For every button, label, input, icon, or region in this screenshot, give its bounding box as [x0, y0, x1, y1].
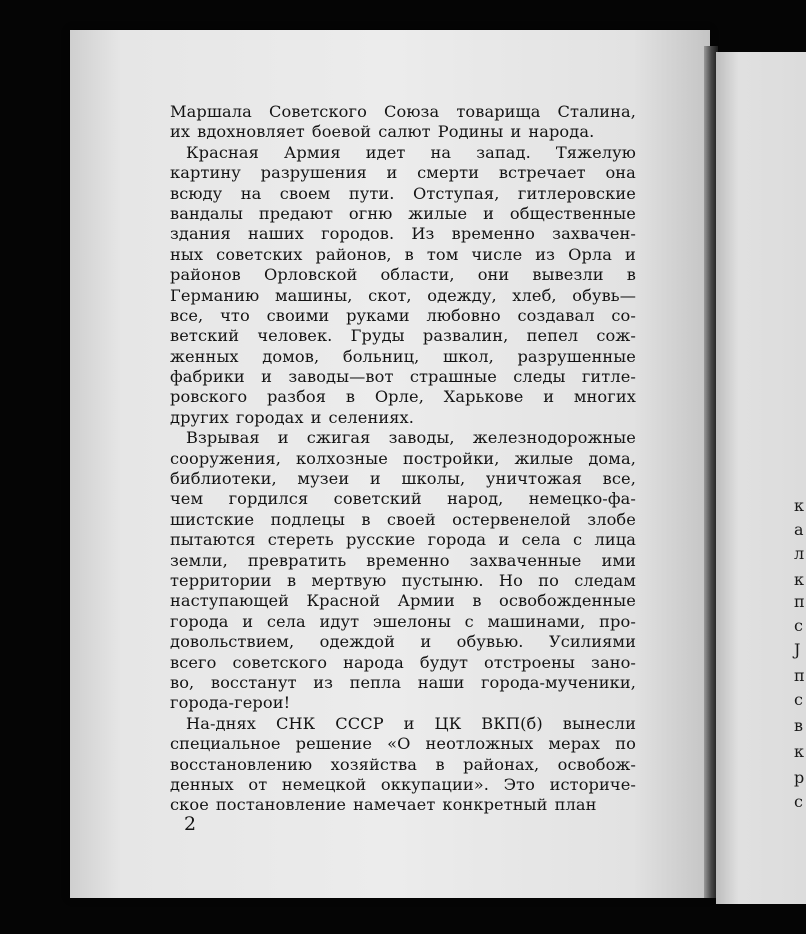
page-body-text [170, 102, 636, 816]
text-line [170, 591, 636, 611]
word: эшелоны [372, 611, 451, 631]
word: городов. [321, 224, 395, 244]
text-line [170, 163, 636, 183]
word: в [361, 509, 371, 529]
word: На-днях [186, 713, 257, 733]
word: временно [366, 550, 450, 570]
text-line [170, 184, 636, 204]
word: уничтожая [485, 469, 583, 489]
word: ровского [170, 387, 248, 407]
word: русские [346, 530, 416, 550]
word: Орле, [374, 387, 424, 407]
word: и [242, 611, 254, 631]
text-line [170, 571, 636, 591]
edge-glyph: с [794, 792, 803, 811]
word: и [277, 428, 289, 448]
word: одежду, [427, 285, 497, 305]
word: и [403, 713, 415, 733]
word: колхозные [295, 448, 388, 468]
word: захваченные [469, 550, 582, 570]
word: во, [170, 672, 195, 692]
word: от [248, 774, 268, 794]
word: вывезли [532, 265, 604, 285]
word: ветский [170, 326, 240, 346]
word: пытаются [170, 530, 256, 550]
word: районах, [463, 754, 540, 774]
word: чем [170, 489, 204, 509]
text-line [170, 714, 636, 734]
word: Харькове [443, 387, 524, 407]
word: боевой [311, 122, 372, 142]
text-line [170, 449, 636, 469]
word: заводы, [388, 428, 455, 448]
word: Усилиями [548, 632, 636, 652]
word: шистские [170, 509, 255, 529]
word: ЦК [434, 713, 462, 733]
word: Родины [437, 122, 504, 142]
text-line [170, 469, 636, 489]
word: Это [503, 774, 535, 794]
word: Но [498, 570, 523, 590]
word: жилые [514, 448, 574, 468]
word: остервенелой [452, 509, 571, 529]
word: освобожденные [499, 591, 636, 611]
text-line [170, 755, 636, 775]
word: по [538, 570, 559, 590]
word: школы, [401, 469, 466, 489]
word: их [170, 122, 191, 142]
word: любовно [426, 305, 501, 325]
word: восстанут [210, 672, 297, 692]
word: народа. [528, 122, 595, 142]
word: библиотеки, [170, 469, 277, 489]
text-line [170, 551, 636, 571]
word: Армии [397, 591, 455, 611]
edge-glyph: а [794, 520, 804, 539]
word: решение [295, 734, 373, 754]
word: смерти [417, 163, 480, 183]
word: Отступая, [412, 183, 500, 203]
word: превратить [247, 550, 347, 570]
text-line [170, 224, 636, 244]
word: числе [471, 244, 523, 264]
word: с [464, 611, 474, 631]
word: все, [170, 305, 204, 325]
word: товарища [456, 102, 541, 121]
word: многих [573, 387, 636, 407]
word: в [626, 265, 636, 285]
word: салют [378, 122, 431, 142]
text-line [170, 326, 636, 346]
word: гордился [228, 489, 309, 509]
text-line [170, 612, 636, 632]
word: в [286, 570, 297, 590]
word: и [420, 632, 432, 652]
word: сож- [596, 326, 636, 346]
word: наших [248, 224, 304, 244]
word: следам [574, 570, 636, 590]
edge-glyph: к [794, 742, 804, 761]
text-line [170, 387, 636, 407]
word: обувь— [572, 285, 636, 305]
word: и [498, 530, 510, 550]
word: на [240, 183, 262, 203]
text-line [170, 122, 636, 142]
word: и [543, 387, 555, 407]
word: заводы—вот [288, 367, 394, 387]
word: хозяйства [330, 754, 418, 774]
word: будут [419, 652, 469, 672]
word: Орловской [263, 265, 358, 285]
word: больниц, [342, 346, 420, 366]
text-line [170, 795, 636, 815]
text-line [170, 143, 636, 163]
edge-glyph: в [794, 716, 804, 735]
text-line [170, 734, 636, 754]
word: лица [594, 530, 636, 550]
word: общественные [509, 203, 636, 223]
word: в [345, 387, 356, 407]
word: разрушения [260, 163, 367, 183]
text-line [170, 530, 636, 550]
word: по [615, 734, 636, 754]
word: что [220, 305, 250, 325]
word: из [313, 672, 334, 692]
word: неотложных [425, 734, 534, 754]
word: области, [380, 265, 455, 285]
word: немецкой [281, 774, 367, 794]
word: восстановлению [170, 754, 313, 774]
word: специальное [170, 734, 281, 754]
word: довольствием, [170, 632, 295, 652]
word: советских [216, 244, 303, 264]
word: отстроены [484, 652, 576, 672]
word: СССР [335, 713, 384, 733]
word: селениях. [328, 407, 415, 427]
word: села [266, 611, 306, 631]
word: руками [346, 305, 410, 325]
word: историче- [549, 774, 636, 794]
text-line [170, 632, 636, 652]
text-line [170, 408, 636, 428]
word: школ, [443, 346, 494, 366]
word: идут [319, 611, 360, 631]
text-line [170, 673, 636, 693]
word: конкретный [442, 795, 548, 815]
word: Армия [284, 142, 341, 162]
word: гитле- [581, 367, 636, 387]
word: территории [170, 570, 272, 590]
text-line [170, 775, 636, 795]
word: одеждой [319, 632, 395, 652]
word: Взрывая [186, 428, 260, 448]
word: и [483, 203, 494, 223]
edge-glyph: с [794, 690, 803, 709]
text-line [170, 693, 636, 713]
word: она [605, 163, 636, 183]
word: мерах [548, 734, 601, 754]
word: Германию [170, 285, 260, 305]
word: своими [266, 305, 330, 325]
text-line [170, 204, 636, 224]
word: здания [170, 224, 231, 244]
edge-glyph: к [794, 496, 804, 515]
word: план [554, 795, 597, 815]
word: ими [601, 550, 636, 570]
word: дома, [588, 448, 636, 468]
word: вдохновляет [197, 122, 305, 142]
text-line [170, 510, 636, 530]
word: Сталина, [557, 102, 636, 121]
word: немецко-фа- [528, 489, 636, 509]
word: села [521, 530, 561, 550]
word: про- [599, 611, 636, 631]
word: из [535, 244, 556, 264]
word: наши [417, 672, 465, 692]
word: СНК [275, 713, 316, 733]
word: и [261, 367, 273, 387]
text-line [170, 428, 636, 448]
word: пути. [348, 183, 395, 203]
word: предают [258, 203, 334, 223]
word: города [427, 530, 487, 550]
word: вандалы [170, 203, 244, 223]
word: разбоя [266, 387, 327, 407]
word: том [426, 244, 459, 264]
word: народа [343, 652, 404, 672]
word: пепла [349, 672, 402, 692]
word: оккупации». [380, 774, 489, 794]
word: пустыню. [401, 570, 484, 590]
word: народ, [447, 489, 504, 509]
word: жилые [408, 203, 468, 223]
word: страшные [409, 367, 497, 387]
word: скот, [368, 285, 412, 305]
word: Красной [306, 591, 381, 611]
word: запад. [476, 142, 531, 162]
edge-glyph: с [794, 616, 803, 635]
word: зано- [591, 652, 636, 672]
word: ВКП(б) [481, 713, 543, 733]
text-line [170, 653, 636, 673]
text-line [170, 265, 636, 285]
word: городах [235, 407, 304, 427]
word: на [430, 142, 452, 162]
word: Союза [384, 102, 440, 121]
word: и [510, 122, 522, 142]
word: женных [170, 346, 239, 366]
word: советского [232, 652, 328, 672]
word: музеи [297, 469, 350, 489]
text-line [170, 245, 636, 265]
text-line [170, 367, 636, 387]
page-number: 2 [184, 813, 197, 835]
word: мертвую [311, 570, 387, 590]
word: ных [170, 244, 204, 264]
edge-glyph: п [794, 666, 805, 685]
word: денных [170, 774, 234, 794]
word: «О [387, 734, 411, 754]
word: обувью. [456, 632, 524, 652]
word: и [625, 244, 636, 264]
word: машинами, [487, 611, 586, 631]
word: наступающей [170, 591, 290, 611]
word: и [369, 469, 381, 489]
word: ское [170, 795, 209, 815]
edge-glyph: л [794, 544, 805, 563]
word: Маршала [170, 102, 252, 121]
word: машины, [274, 285, 353, 305]
word: разрушенные [517, 346, 636, 366]
word: все, [602, 469, 636, 489]
word: человек. [257, 326, 333, 346]
word: в [435, 754, 445, 774]
text-line [170, 347, 636, 367]
word: районов [170, 265, 241, 285]
edge-glyph: Ј [794, 640, 801, 659]
word: сооружения, [170, 448, 281, 468]
word: города-герои! [170, 693, 291, 713]
text-line [170, 102, 636, 122]
word: города [170, 611, 229, 631]
edge-glyph: р [794, 768, 805, 787]
word: намечает [353, 795, 436, 815]
word: постройки, [402, 448, 500, 468]
word: земли, [170, 550, 228, 570]
word: Орла [568, 244, 613, 264]
word: идет [365, 142, 406, 162]
edge-glyph: к [794, 570, 804, 589]
word: пепел [526, 326, 579, 346]
word: стереть [267, 530, 334, 550]
word: всюду [170, 183, 223, 203]
word: картину [170, 163, 241, 183]
text-line [170, 489, 636, 509]
word: хлеб, [512, 285, 557, 305]
word: освобож- [557, 754, 636, 774]
word: постановление [215, 795, 347, 815]
word: своей [386, 509, 436, 529]
word: вынесли [562, 713, 636, 733]
word: следы [513, 367, 566, 387]
word: Красная [186, 142, 259, 162]
word: и [386, 163, 398, 183]
word: других [170, 407, 229, 427]
word: всего [170, 652, 217, 672]
word: развалин, [422, 326, 509, 346]
word: Из [411, 224, 435, 244]
word: Тяжелую [555, 142, 636, 162]
word: гитлеровские [517, 183, 636, 203]
word: злобе [587, 509, 636, 529]
word: подлецы [270, 509, 345, 529]
word: огню [348, 203, 393, 223]
word: встречает [498, 163, 586, 183]
word: Груды [350, 326, 405, 346]
word: советский [333, 489, 422, 509]
word: в [404, 244, 414, 264]
word: своем [279, 183, 331, 203]
word: города-мученики, [480, 672, 636, 692]
text-line [170, 306, 636, 326]
edge-glyph: п [794, 592, 805, 611]
word: с [572, 530, 583, 550]
word: создавал [517, 305, 595, 325]
word: районов, [315, 244, 392, 264]
text-line [170, 286, 636, 306]
word: домов, [262, 346, 320, 366]
word: сжигая [306, 428, 371, 448]
word: со- [611, 305, 636, 325]
word: временно [451, 224, 536, 244]
word: железнодорожные [472, 428, 636, 448]
word: Советского [269, 102, 367, 121]
word: фабрики [170, 367, 245, 387]
word: в [472, 591, 482, 611]
book-page-right-edge [716, 52, 806, 904]
word: и [310, 407, 322, 427]
word: они [477, 265, 510, 285]
word: захвачен- [552, 224, 636, 244]
